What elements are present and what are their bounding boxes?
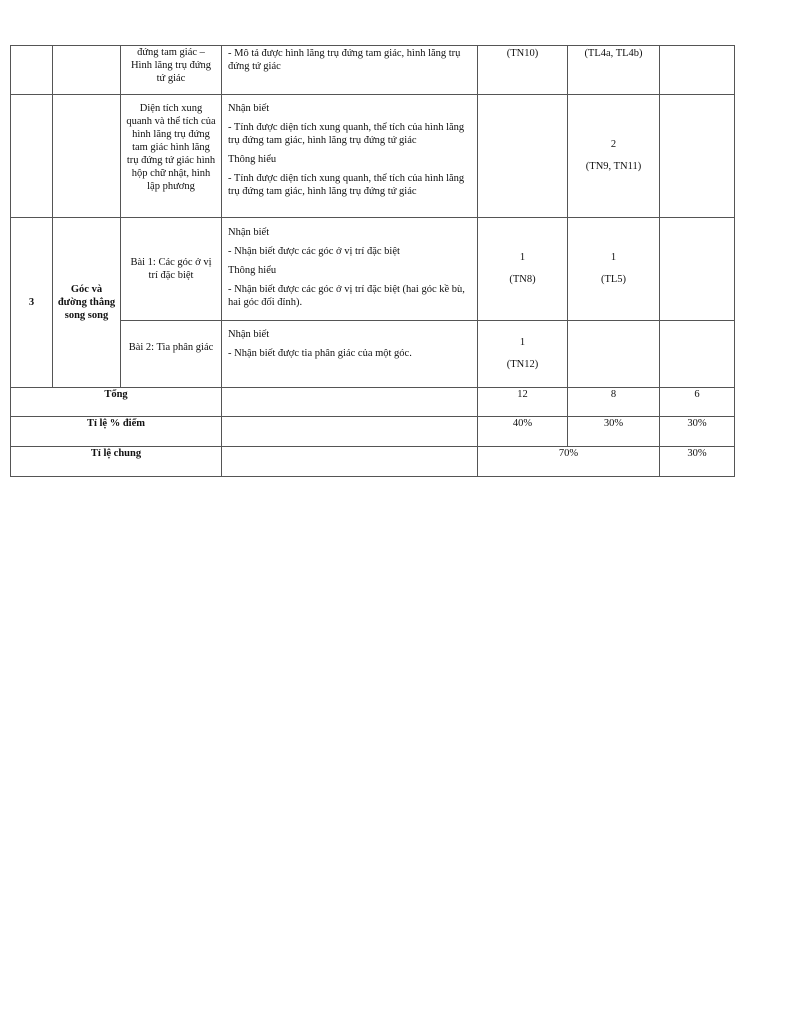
level-heading: Nhận biết: [228, 329, 270, 340]
requirements-cell: [222, 218, 478, 321]
level-b-cell: [568, 218, 660, 321]
total-label-cell: [11, 388, 222, 417]
topic-cell: [53, 218, 121, 388]
table-row: [11, 218, 735, 321]
level-a-cell: [478, 46, 568, 95]
lesson-name: Bài 1: Các góc ở vị trí đặc biệt: [130, 257, 212, 281]
level-b-cell: [568, 321, 660, 388]
level-c-cell: [660, 321, 735, 388]
question-codes: (TL4a, TL4b): [584, 48, 643, 59]
stt-cell: [11, 95, 53, 218]
question-codes: (TN10): [506, 48, 539, 59]
stt-cell: [11, 218, 53, 388]
question-count: 2: [610, 139, 617, 150]
requirements-cell: [222, 95, 478, 218]
topic-cell: [53, 95, 121, 218]
requirement-text: - Nhận biết được các góc ở vị trí đặc biệt (hai góc kề bù, hai góc đối đỉnh).: [228, 284, 465, 308]
requirements-cell: [222, 46, 478, 95]
requirement-text: - Tính được diện tích xung quanh, thể tích của hình lăng trụ đứng tam giác, hình lăng trụ đứng tứ giác: [228, 173, 465, 197]
level-heading: Nhận biết: [228, 227, 270, 238]
level-a-cell: [478, 321, 568, 388]
lesson-name: đứng tam giác – Hình lăng trụ đứng tứ giác: [130, 47, 212, 84]
percent-label: Tỉ lệ % điểm: [86, 418, 146, 429]
question-codes: (TN12): [506, 359, 539, 370]
question-count: 1: [519, 252, 526, 263]
question-count: 1: [519, 337, 526, 348]
percent-b: 30%: [568, 417, 660, 447]
lesson-name: Diện tích xung quanh và thể tích của hình lăng trụ đứng tam giác hình lăng trụ đứng tứ giác hình hộp chữ nhật, hình lập phương: [126, 103, 216, 192]
level-heading: Thông hiểu: [228, 265, 277, 276]
lesson-cell: [121, 321, 222, 388]
question-codes: (TL5): [600, 274, 627, 285]
lesson-cell: [121, 218, 222, 321]
question-codes: (TN8): [509, 274, 536, 285]
requirement-text: - Nhận biết được các góc ở vị trí đặc biệt: [228, 246, 400, 257]
lesson-name: Bài 2: Tia phân giác: [128, 342, 214, 353]
question-codes: (TN9, TN11): [585, 161, 642, 172]
level-c-cell: [660, 95, 735, 218]
requirement-text: - Tính được diện tích xung quanh, thể tích của hình lăng trụ đứng tam giác, hình lăng trụ đứng tứ giác: [228, 122, 465, 146]
requirement-text: - Nhận biết được tia phân giác của một góc.: [228, 348, 412, 359]
level-c-cell: [660, 218, 735, 321]
question-count: 1: [610, 252, 617, 263]
table-row: [11, 46, 735, 95]
overall-label-cell: [11, 447, 222, 477]
total-a: 12: [478, 388, 568, 417]
percent-label-cell: [11, 417, 222, 447]
level-c-cell: [660, 46, 735, 95]
requirement-text: - Mô tả được hình lăng trụ đứng tam giác, hình lăng trụ đứng tứ giác: [228, 48, 461, 72]
empty-cell: [222, 388, 478, 417]
stt-number: 3: [28, 297, 35, 308]
percent-a: 40%: [478, 417, 568, 447]
stt-cell: [11, 46, 53, 95]
level-b-cell: [568, 46, 660, 95]
topic-name: Góc và đường thẳng song song: [57, 284, 116, 321]
assessment-matrix-table: [10, 45, 735, 477]
lesson-cell: [121, 95, 222, 218]
level-a-cell: [478, 218, 568, 321]
percent-c: 30%: [660, 417, 735, 447]
overall-label: Tỉ lệ chung: [90, 448, 142, 459]
level-a-cell: [478, 95, 568, 218]
table-row: [11, 95, 735, 218]
overall-ab: 70%: [478, 447, 660, 477]
total-b: 8: [568, 388, 660, 417]
total-label: Tổng: [104, 389, 128, 400]
total-row: [11, 388, 735, 417]
lesson-cell: [121, 46, 222, 95]
total-c: 6: [660, 388, 735, 417]
level-heading: Thông hiểu: [228, 154, 277, 165]
overall-row: [11, 447, 735, 477]
overall-c: 30%: [660, 447, 735, 477]
percent-score-row: [11, 417, 735, 447]
level-heading: Nhận biết: [228, 103, 270, 114]
requirements-cell: [222, 321, 478, 388]
empty-cell: [222, 447, 478, 477]
topic-cell: [53, 46, 121, 95]
empty-cell: [222, 417, 478, 447]
level-b-cell: [568, 95, 660, 218]
